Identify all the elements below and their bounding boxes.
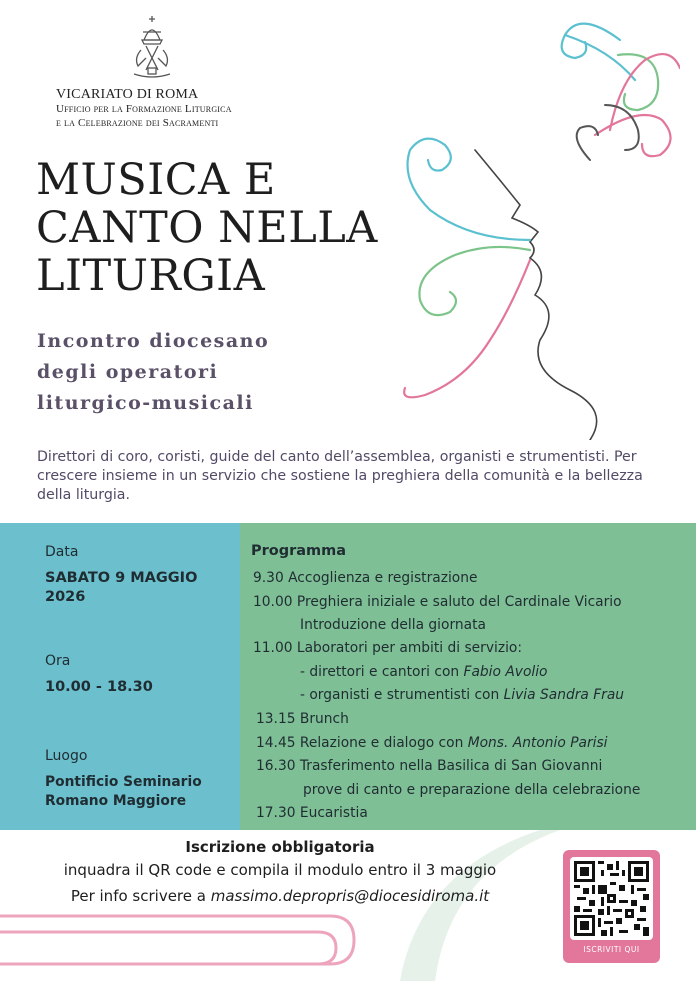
place-line-2: Romano Maggiore xyxy=(45,793,187,809)
program-item: prove di canto e preparazione della celebrazione xyxy=(303,782,641,798)
program-item xyxy=(256,735,608,751)
date-line-1: SABATO 9 MAGGIO xyxy=(45,570,198,586)
speaker-name: Mons. Antonio Parisi xyxy=(467,735,608,751)
subtitle-line-2: degli operatori xyxy=(37,361,219,383)
info-text: Per info scrivere a xyxy=(70,887,211,905)
organization-name: VICARIATO DI ROMA xyxy=(56,87,199,102)
qr-caption: ISCRIVITI QUI xyxy=(583,945,640,954)
date-line-2: 2026 xyxy=(45,589,86,605)
place-line-1: Pontificio Seminario xyxy=(45,774,202,790)
subtitle-line-3: liturgico-musicali xyxy=(37,392,254,414)
page-title xyxy=(36,156,436,300)
intro-paragraph: Direttori di coro, coristi, guide del canto dell’assemblea, organisti e strumentisti. Per crescere insieme in un servizio che sostiene la preghiera della comunità e la bellezza della liturgia. xyxy=(37,449,643,503)
title-line-2: CANTO NELLA xyxy=(36,203,378,253)
program-item: 11.00 Laboratori per ambiti di servizio: xyxy=(253,640,522,656)
title-line-3: LITURGIA xyxy=(36,251,266,301)
program-item: 10.00 Preghiera iniziale e saluto del Cardinale Vicario xyxy=(253,594,622,610)
program-item-text: - direttori e cantori con xyxy=(300,664,464,680)
info-line xyxy=(0,887,560,905)
organization-office: Ufficio per la Formazione Liturgica xyxy=(56,103,232,115)
program-item: 17.30 Eucaristia xyxy=(256,805,368,821)
program-item-text: 14.45 Relazione e dialogo con xyxy=(256,735,468,751)
date-label: Data xyxy=(45,544,79,560)
program-item xyxy=(300,664,548,680)
info-email-link[interactable]: massimo.depropris@diocesidiroma.it xyxy=(210,887,490,905)
place-value xyxy=(45,773,225,811)
title-line-1: MUSICA E xyxy=(36,155,276,205)
program-item: Introduzione della giornata xyxy=(300,617,486,633)
time-label: Ora xyxy=(45,653,71,669)
speaker-name: Livia Sandra Frau xyxy=(503,687,625,703)
qr-code-icon xyxy=(574,861,649,936)
place-label: Luogo xyxy=(45,748,88,764)
signup-section xyxy=(0,830,696,981)
program-title: Programma xyxy=(251,543,347,559)
signup-instruction: inquadra il QR code e compila il modulo entro il 3 maggio xyxy=(63,861,497,879)
date-value xyxy=(45,569,225,607)
signup-title: Iscrizione obbligatoria xyxy=(185,838,375,856)
program-item: 9.30 Accoglienza e registrazione xyxy=(253,570,478,586)
speaker-name: Fabio Avolio xyxy=(463,664,548,680)
subtitle xyxy=(37,326,337,419)
time-value: 10.00 - 18.30 xyxy=(45,679,153,695)
subtitle-line-1: Incontro diocesano xyxy=(37,330,270,352)
qr-code[interactable] xyxy=(570,857,653,940)
program-item: 16.30 Trasferimento nella Basilica di San Giovanni xyxy=(256,758,603,774)
decorative-pink-bars xyxy=(0,912,360,981)
program-item xyxy=(300,687,624,703)
singing-face-illustration xyxy=(380,10,680,440)
program-item-text: - organisti e strumentisti con xyxy=(300,687,504,703)
papal-crest-icon xyxy=(124,14,180,80)
program-item: 13.15 Brunch xyxy=(256,711,349,727)
qr-code-card[interactable] xyxy=(563,850,660,963)
organization-office-2: e la Celebrazione dei Sacramenti xyxy=(56,117,219,129)
